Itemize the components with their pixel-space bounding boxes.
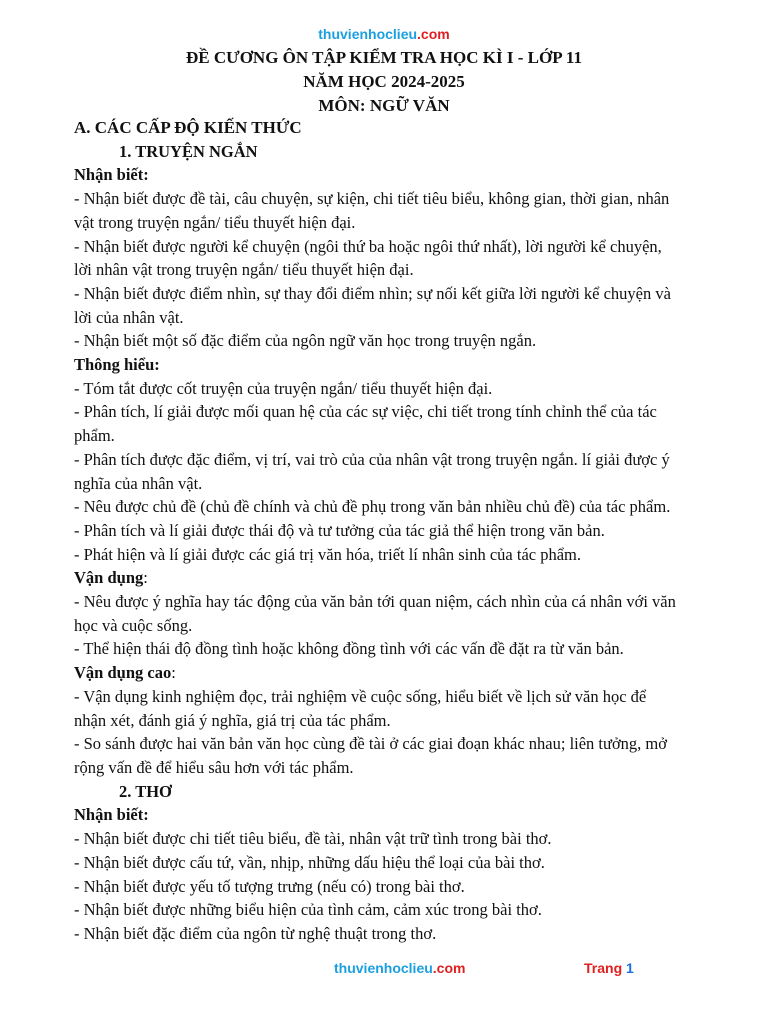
text-line: nhận xét, đánh giá ý nghĩa, giá trị của tác phẩm. [74, 710, 391, 730]
text-line: phẩm. [74, 426, 115, 446]
text-line: - Vận dụng kinh nghiệm đọc, trải nghiệm về cuộc sống, hiểu biết về lịch sử văn học để [74, 686, 647, 706]
truyen-van-dung-label [74, 566, 716, 590]
text-line: - Nhận biết được đề tài, câu chuyện, sự kiện, chi tiết tiêu biểu, không gian, thời gian, nhân [74, 189, 670, 209]
title-line-2: NĂM HỌC 2024-2025 [303, 72, 465, 91]
text-line: - Phát hiện và lí giải được các giá trị văn hóa, triết lí nhân sinh của tác phẩm. [74, 544, 582, 564]
text-line: nghĩa của nhân vật. [74, 473, 203, 493]
truyen-nhan-biet-label: Nhận biết: [74, 165, 149, 185]
page-number [584, 960, 634, 976]
header-brand [0, 26, 768, 42]
text-line: - Nhận biết đặc điểm của ngôn từ nghệ thuật trong thơ. [74, 923, 437, 943]
text-line: - Nhận biết được người kể chuyện (ngôi thứ ba hoặc ngôi thứ nhất), lời người kể chuyện, [74, 236, 662, 256]
van-dung-colon: : [143, 568, 148, 588]
text-line: - Phân tích được đặc điểm, vị trí, vai trò của của nhân vật trong truyện ngắn. lí giải được ý [74, 449, 670, 469]
text-line: - Nhận biết được những biểu hiện của tình cảm, cảm xúc trong bài thơ. [74, 900, 542, 920]
header-brand-name: thuvienhoclieu [318, 26, 418, 42]
page-number-value: 1 [626, 960, 634, 976]
text-line: - So sánh được hai văn bản văn học cùng đề tài ở các giai đoạn khác nhau; liên tưởng, mở [74, 734, 667, 754]
text-line: lời của nhân vật. [74, 307, 184, 327]
text-line: - Nhận biết được yếu tố tượng trưng (nếu có) trong bài thơ. [74, 876, 465, 896]
text-line: rộng vấn đề để hiểu sâu hơn với tác phẩm. [74, 757, 354, 777]
text-line: - Phân tích, lí giải được mối quan hệ của các sự việc, chi tiết trong tính chỉnh thể của tác [74, 402, 657, 422]
text-line: - Nêu được chủ đề (chủ đề chính và chủ đề phụ trong văn bản nhiều chủ đề) của tác phẩm. [74, 497, 671, 517]
truyen-heading: 1. TRUYỆN NGẮN [119, 141, 258, 161]
text-line: - Nhận biết được chi tiết tiêu biểu, đề tài, nhân vật trữ tình trong bài thơ. [74, 829, 552, 849]
title-line-1: ĐỀ CƯƠNG ÔN TẬP KIỂM TRA HỌC KÌ I - LỚP 11 [186, 48, 582, 67]
page-word: Trang [584, 960, 623, 976]
tho-nhan-biet-label: Nhận biết: [74, 805, 149, 825]
van-dung-cao-label-text: Vận dụng cao [74, 663, 172, 683]
text-line: - Nêu được ý nghĩa hay tác động của văn bản tới quan niệm, cách nhìn của cá nhân với văn [74, 592, 676, 612]
footer-brand-name: thuvienhoclieu [334, 960, 433, 976]
truyen-thong-hieu-label: Thông hiểu: [74, 355, 160, 375]
text-line: - Phân tích và lí giải được thái độ và tư tưởng của tác giả thể hiện trong văn bản. [74, 520, 605, 540]
footer-brand [334, 960, 465, 976]
title-line-3: MÔN: NGỮ VĂN [318, 96, 450, 115]
text-line: - Nhận biết được điểm nhìn, sự thay đổi điểm nhìn; sự nối kết giữa lời người kể chuyện và [74, 283, 671, 303]
text-line: - Nhận biết được cấu tứ, vần, nhịp, những dấu hiệu thể loại của bài thơ. [74, 852, 545, 872]
text-line: vật trong truyện ngắn/ tiểu thuyết hiện đại. [74, 212, 356, 232]
text-line: - Tóm tắt được cốt truyện của truyện ngắn/ tiểu thuyết hiện đại. [74, 378, 493, 398]
document-body [74, 116, 716, 946]
footer-brand-domain: .com [432, 960, 466, 976]
section-a-heading: A. CÁC CẤP ĐỘ KIẾN THỨC [74, 118, 302, 137]
text-line: học và cuộc sống. [74, 615, 193, 635]
header-brand-domain: .com [417, 26, 450, 42]
van-dung-label-text: Vận dụng [74, 568, 144, 588]
document-title [0, 46, 768, 118]
text-line: - Nhận biết một số đặc điểm của ngôn ngữ văn học trong truyện ngắn. [74, 331, 537, 351]
tho-heading: 2. THƠ [119, 781, 172, 801]
van-dung-cao-colon: : [171, 663, 176, 683]
text-line: - Thể hiện thái độ đồng tình hoặc không đồng tình với các vấn đề đặt ra từ văn bản. [74, 639, 624, 659]
text-line: lời nhân vật trong truyện ngắn/ tiểu thuyết hiện đại. [74, 260, 414, 280]
truyen-van-dung-cao-label [74, 661, 716, 685]
